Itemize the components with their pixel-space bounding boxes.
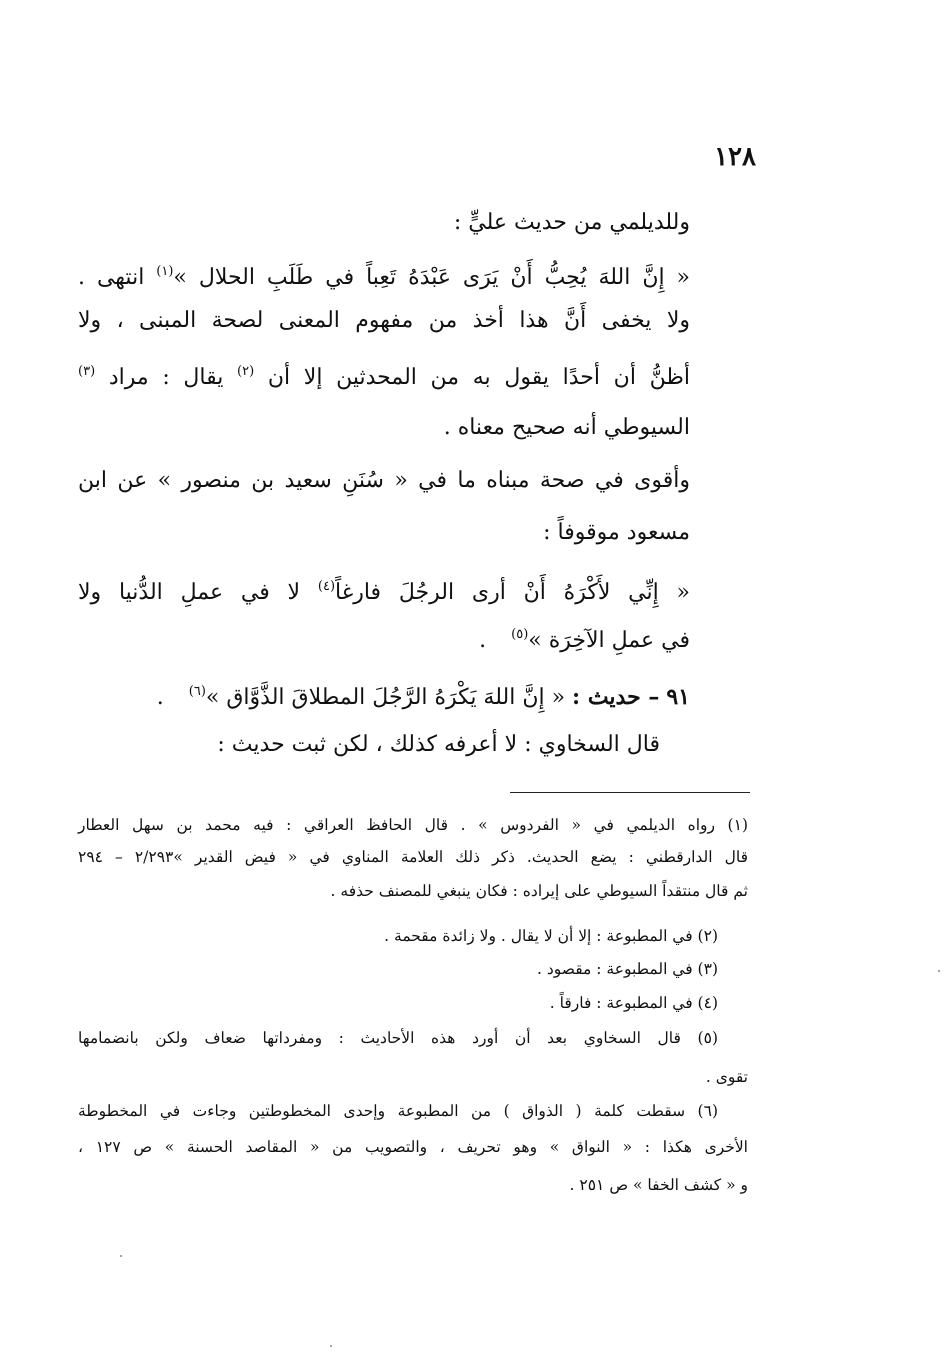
hadith-label: – حديث : <box>572 684 660 710</box>
footnote-text: (١) رواه الديلمي في « الفردوس » . قال الحافظ العراقي : فيه محمد بن سهل العطار <box>78 816 748 834</box>
hadith-text: « إِنَّ اللهَ يَكْرَهُ الرَّجُلَ المطلاقَ الذَّوَّاق » <box>205 685 566 710</box>
scan-speck <box>120 1255 122 1257</box>
footnote-5-line-2 <box>78 1066 748 1088</box>
quote-text: « إِنَّ اللهَ يُحِبُّ أَنْ يَرَى عَبْدَهُ تَعِباً في طَلَبِ الحلال » <box>173 265 691 290</box>
footnote-ref-4: (٤) <box>317 579 336 594</box>
body-text: . <box>479 628 487 653</box>
footnote-5-line-1 <box>78 1027 718 1049</box>
scan-speck <box>938 970 940 972</box>
quote-text: في عملِ الآخِرَة » <box>528 628 690 653</box>
scan-speck <box>330 1345 332 1347</box>
footnote-text: قال الدارقطني : يضع الحديث. ذكر ذلك العلامة المناوي في « فيض القدير »٢/٢٩٣ – ٢٩٤ <box>78 848 748 866</box>
body-text-segment: أظنُّ أن أحدًا يقول به من المحدثين إلا أن <box>267 365 690 390</box>
footnote-text: (٢) في المطبوعة : إلا أن لا يقال . ولا زائدة مقحمة . <box>384 927 718 945</box>
footnote-text: (٣) في المطبوعة : مقصود . <box>537 960 718 978</box>
body-text: وللديلمي من حديث عليٍّ : <box>453 210 690 235</box>
quote-text: « إِنِّي لأَكْرَهُ أَنْ أرى الرجُلَ فارغاً <box>335 580 690 605</box>
body-line-8 <box>78 572 690 608</box>
footnote-6-line-1 <box>78 1100 718 1122</box>
footnote-text: تقوى . <box>705 1068 748 1086</box>
body-text: . <box>156 685 164 710</box>
athar-quote <box>318 580 690 605</box>
body-text-segment: يقال : مراد <box>108 365 224 390</box>
footnote-text: (٤) في المطبوعة : فارقاً . <box>549 994 718 1012</box>
body-text: ولا يخفى أَنَّ هذا أخذ من مفهوم المعنى لصحة المبنى ، ولا <box>78 308 690 333</box>
footnote-4 <box>78 992 718 1014</box>
footnote-3 <box>78 958 718 980</box>
body-text: قال السخاوي : لا أعرفه كذلك ، لكن ثبت حديث : <box>217 732 660 757</box>
body-text <box>237 365 690 390</box>
footnote-text: و « كشف الخفا » ص ٢٥١ . <box>569 1176 748 1194</box>
footnote-text: (٦) سقطت كلمة ( الذواق ) من المطبوعة وإحدى المخطوطتين وجاءت في المخطوطة <box>78 1102 718 1120</box>
body-line-9 <box>420 620 690 656</box>
footnote-1-line-3 <box>78 880 748 902</box>
body-line-4 <box>78 357 690 393</box>
footnote-separator <box>510 792 750 793</box>
hadith-quote <box>156 265 690 290</box>
body-line-5 <box>78 413 690 443</box>
body-text: مسعود موقوفاً : <box>543 520 690 545</box>
body-line-11 <box>150 730 660 760</box>
page-number: ١٢٨ <box>714 142 756 172</box>
footnote-1-line-1 <box>78 814 748 836</box>
quote-text: لا في عملِ الدُّنيا ولا <box>78 580 301 605</box>
footnote-ref-2: (٢) <box>237 364 255 379</box>
body-line-7 <box>78 518 690 548</box>
body-line-3 <box>78 306 690 336</box>
body-text: وأقوى في صحة مبناه ما في « سُنَنِ سعيد بن منصور » عن ابن <box>78 468 690 493</box>
footnote-text: (٥) قال السخاوي بعد أن أورد هذه الأحاديث : ومفرداتها ضعاف ولكن بانضمامها <box>78 1029 718 1047</box>
footnote-ref-6: (٦) <box>188 684 206 699</box>
footnote-ref-3: (٣) <box>78 364 96 379</box>
body-text: انتهى . <box>78 265 145 290</box>
body-text <box>78 365 223 390</box>
hadith-number: ٩١ <box>666 684 690 710</box>
body-text: السيوطي أنه صحيح معناه . <box>443 415 690 440</box>
footnote-1-line-2 <box>78 846 748 868</box>
footnote-6-line-2 <box>78 1136 748 1158</box>
hadith-entry-91 <box>150 677 690 713</box>
footnote-6-line-3 <box>78 1174 748 1196</box>
footnote-2 <box>78 925 718 947</box>
body-line-6 <box>78 466 690 496</box>
footnote-text: ثم قال منتقداً السيوطي على إيراده : فكان ينبغي للمصنف حذفه . <box>330 882 748 900</box>
footnote-text: الأخرى هكذا : « النواق » وهو تحريف ، والتصويب من « المقاصد الحسنة » ص ١٢٧ ، <box>78 1138 748 1156</box>
body-line-1 <box>78 208 690 238</box>
footnote-ref-5: (٥) <box>511 627 529 642</box>
body-line-2 <box>78 257 690 293</box>
footnote-ref-1: (١) <box>156 264 174 279</box>
